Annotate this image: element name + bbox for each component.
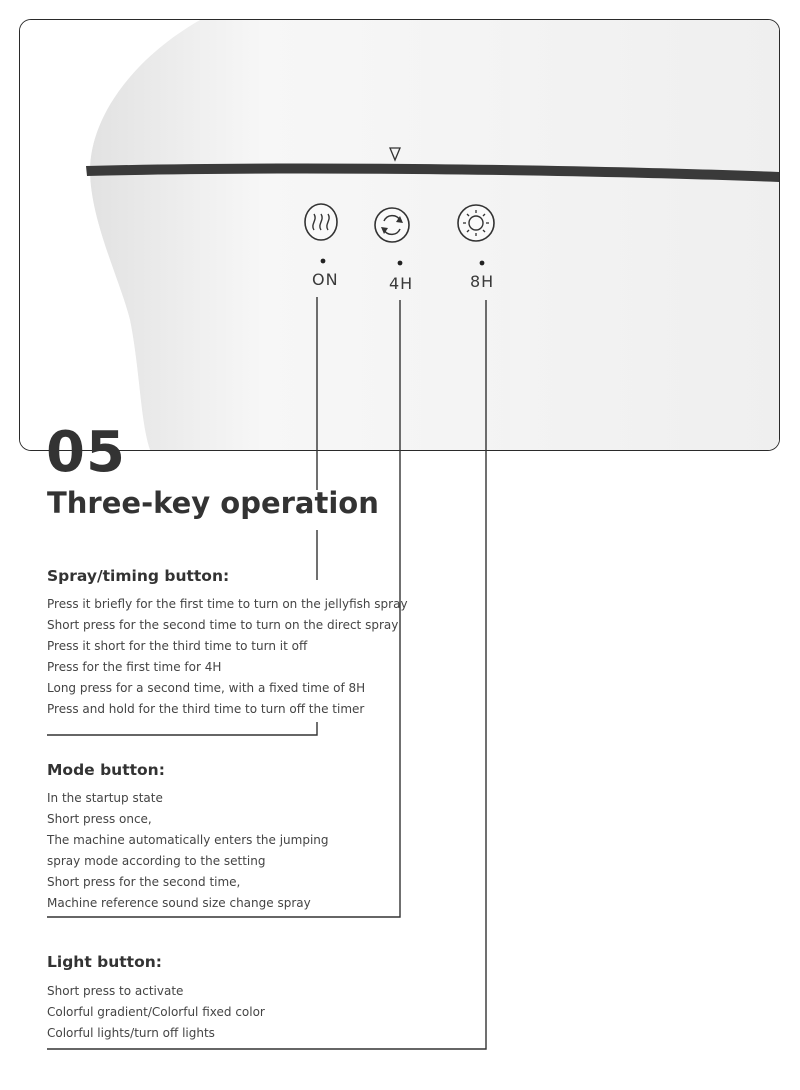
light-section-title: Light button: xyxy=(47,953,162,971)
spray-line: Press it short for the third time to turn it off xyxy=(47,639,308,653)
timer-8h-label: 8H xyxy=(470,272,495,291)
spray-callout-bottom xyxy=(47,722,317,735)
light-line: Colorful gradient/Colorful fixed color xyxy=(47,1005,265,1019)
light-callout xyxy=(47,300,486,1049)
mode-line: In the startup state xyxy=(47,791,163,805)
spray-line: Press it briefly for the first time to turn on the jellyfish spray xyxy=(47,597,408,611)
mode-line: The machine automatically enters the jumping xyxy=(47,833,329,847)
spray-line: Press and hold for the third time to turn off the timer xyxy=(47,702,365,716)
mode-line: Short press for the second time, xyxy=(47,875,241,889)
spray-line: Press for the first time for 4H xyxy=(47,660,222,674)
on-label: ON xyxy=(312,270,339,289)
page-heading: Three-key operation xyxy=(47,486,379,520)
timer-4h-label: 4H xyxy=(389,274,414,293)
mode-line: spray mode according to the setting xyxy=(47,854,266,868)
mode-line: Short press once, xyxy=(47,812,152,826)
spray-section-title: Spray/timing button: xyxy=(47,567,230,585)
spray-line: Short press for the second time to turn on the direct spray xyxy=(47,618,399,632)
spray-line: Long press for a second time, with a fixed time of 8H xyxy=(47,681,366,695)
light-line: Short press to activate xyxy=(47,984,184,998)
mode-section-title: Mode button: xyxy=(47,761,165,779)
section-number: 05 xyxy=(46,420,126,485)
mode-line: Machine reference sound size change spray xyxy=(47,896,311,910)
light-line: Colorful lights/turn off lights xyxy=(47,1026,215,1040)
